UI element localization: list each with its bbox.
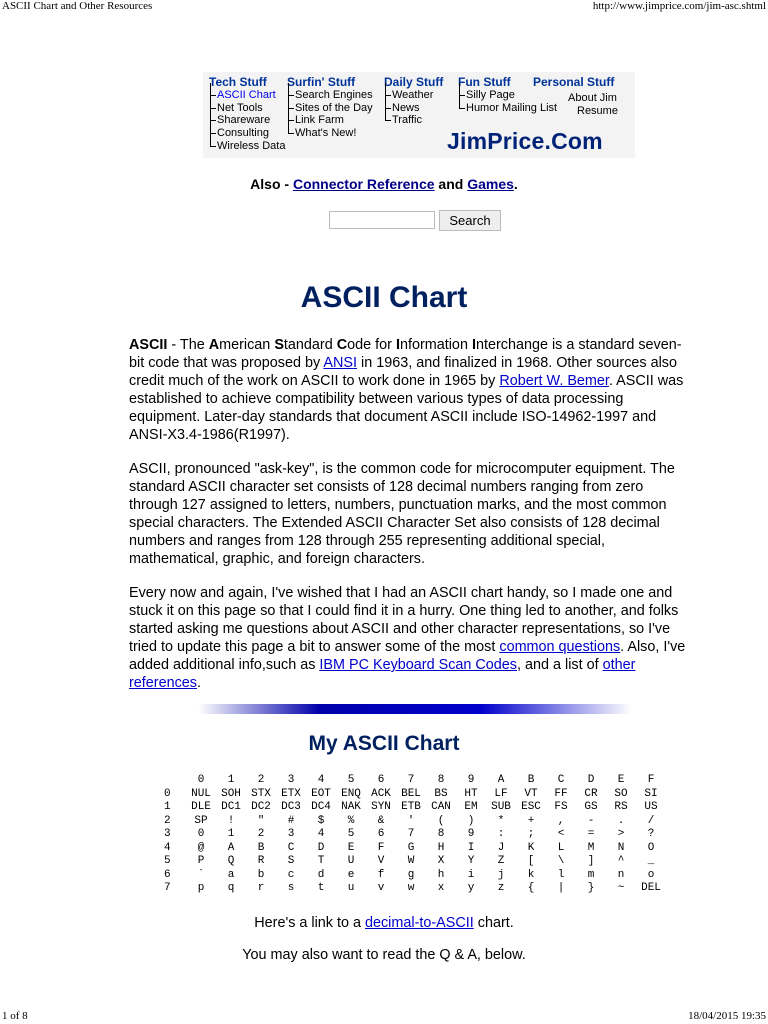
- ascii-cell: CR: [584, 787, 598, 800]
- nav-col-daily: [384, 76, 443, 127]
- chart-section-title: My ASCII Chart: [308, 732, 460, 755]
- ascii-cell: l: [557, 868, 565, 881]
- ascii-cell: &: [377, 814, 385, 827]
- print-page-number: 1 of 8: [2, 1010, 28, 1022]
- print-footer: [0, 1010, 768, 1024]
- ascii-cell: s: [287, 882, 295, 894]
- ascii-cell: STX: [251, 787, 271, 800]
- ascii-cell: ENQ: [341, 787, 361, 800]
- ascii-col-header: D: [587, 774, 595, 786]
- ascii-row-header: 0: [164, 787, 171, 800]
- text: Every now and again, I've wished that I had an ASCII chart handy, so I made one and stuck it on this page so that I could find it in a hurry. One thing led to another, and folks started asking me questions about ASCII and other character representations, so I've tried to update this page a bit to answer some of the most: [129, 585, 679, 655]
- ascii-cell: LF: [494, 787, 508, 800]
- nav-item-resume[interactable]: Resume: [577, 105, 618, 117]
- ascii-cell: 9: [467, 828, 475, 840]
- ascii-cell: {: [527, 882, 535, 894]
- ascii-cell: [: [527, 855, 535, 867]
- ascii-cell: b: [257, 868, 265, 881]
- ascii-cell: :: [497, 828, 505, 840]
- ascii-cell: \: [557, 855, 565, 867]
- also-suffix: .: [513, 176, 518, 192]
- ascii-cell: 3: [287, 828, 295, 840]
- ascii-cell: B: [257, 841, 265, 854]
- nav-item-shareware[interactable]: Shareware: [209, 114, 285, 127]
- nav-item-silly-page[interactable]: Silly Page: [458, 89, 557, 102]
- ascii-cell: I: [467, 841, 475, 854]
- ascii-cell: ?: [647, 828, 655, 840]
- text: chart.: [473, 915, 514, 931]
- ascii-cell: ): [467, 814, 475, 827]
- keyboard-scan-codes-link[interactable]: IBM PC Keyboard Scan Codes: [319, 657, 517, 673]
- ascii-col-header: E: [617, 774, 625, 786]
- ascii-cell: NUL: [191, 787, 211, 800]
- ascii-row: [164, 828, 666, 842]
- ascii-cell: Q: [227, 855, 235, 867]
- print-header: [0, 0, 768, 14]
- ascii-cell: o: [647, 868, 655, 881]
- nav-item-wireless-data[interactable]: Wireless Data: [209, 140, 285, 153]
- ascii-cell: R: [257, 855, 265, 867]
- ascii-chart-body: [164, 774, 666, 896]
- ascii-corner-cell: [164, 774, 186, 788]
- ascii-cell: DC3: [281, 801, 301, 813]
- acronym-letter: C: [336, 337, 348, 353]
- ascii-cell: Y: [467, 855, 475, 867]
- ascii-cell: ]: [587, 855, 595, 867]
- ascii-cell: SUB: [491, 801, 511, 813]
- ascii-col-header: 5: [347, 774, 355, 786]
- ascii-cell: t: [317, 882, 325, 894]
- ascii-row-header: 3: [164, 828, 171, 840]
- text: merican: [219, 337, 275, 353]
- text: . Also, I've added additional info,such as: [129, 639, 686, 673]
- ascii-col-header: 6: [377, 774, 385, 786]
- ascii-cell: ,: [557, 814, 565, 827]
- ascii-cell: x: [437, 882, 445, 894]
- ascii-cell: d: [317, 868, 325, 881]
- ascii-cell: +: [527, 814, 535, 827]
- print-header-title: ASCII Chart and Other Resources: [2, 0, 153, 12]
- ascii-col-header: A: [497, 774, 505, 786]
- ascii-cell: A: [227, 841, 235, 854]
- ascii-cell: NAK: [341, 801, 361, 813]
- nav-item-net-tools[interactable]: Net Tools: [209, 102, 285, 115]
- nav-item-traffic[interactable]: Traffic: [384, 114, 443, 127]
- ascii-cell: V: [377, 855, 385, 867]
- nav-heading-personal[interactable]: Personal Stuff: [533, 75, 615, 89]
- text: tandard: [283, 337, 337, 353]
- ascii-cell: ETB: [401, 801, 421, 813]
- ascii-cell: CAN: [431, 801, 451, 813]
- ascii-cell: L: [557, 841, 565, 854]
- games-link[interactable]: Games: [467, 176, 514, 192]
- search-input[interactable]: [329, 211, 435, 229]
- acronym-letter: A: [208, 337, 220, 353]
- ascii-cell: z: [497, 882, 505, 894]
- ascii-cell: K: [527, 841, 535, 854]
- text: , and a list of: [517, 657, 603, 673]
- ascii-cell: P: [197, 855, 205, 867]
- ascii-col-header: 0: [197, 774, 205, 786]
- ascii-cell: SOH: [221, 787, 241, 800]
- ascii-row-header: 2: [164, 814, 171, 827]
- print-header-url: http://www.jimprice.com/jim-asc.shtml: [592, 0, 766, 12]
- ascii-term: ASCII: [129, 337, 168, 353]
- ascii-row: [164, 842, 666, 856]
- ascii-cell: 5: [347, 828, 355, 840]
- ascii-row: [164, 815, 666, 829]
- ascii-cell: EM: [464, 801, 478, 813]
- ansi-link[interactable]: ANSI: [323, 355, 357, 371]
- text: Here's a link to a: [254, 915, 365, 931]
- ascii-cell: VT: [524, 787, 538, 800]
- also-prefix: Also -: [250, 176, 293, 192]
- ascii-cell: DC2: [251, 801, 271, 813]
- ascii-cell: 1: [227, 828, 235, 840]
- decimal-chart-line: [0, 915, 768, 931]
- ascii-chart-table: [164, 774, 666, 896]
- ascii-row: [164, 882, 666, 896]
- text: . ASCII was established to achieve compatibility between various types of data processing equipment. Later-day standards that document ASCII include ISO-14962-1997 and ANSI-X3.4-1986(R1997).: [129, 373, 684, 443]
- acronym-letter: I: [395, 337, 400, 353]
- ascii-cell: !: [227, 814, 235, 827]
- ascii-cell: >: [617, 828, 625, 840]
- ascii-cell: k: [527, 868, 535, 881]
- ascii-col-header: F: [647, 774, 655, 786]
- text: nterchange is a standard seven-bit code that was proposed by: [129, 337, 682, 371]
- ascii-row-header: 1: [164, 801, 171, 813]
- search-button[interactable]: Search: [439, 210, 501, 231]
- nav-item-search-engines[interactable]: Search Engines: [287, 89, 373, 102]
- ascii-cell: v: [377, 882, 385, 894]
- ascii-row-header: 4: [164, 841, 171, 854]
- nav-item-news[interactable]: News: [384, 102, 443, 115]
- ascii-cell: c: [287, 868, 295, 881]
- ascii-cell: O: [647, 841, 655, 854]
- acronym-letter: S: [274, 337, 284, 353]
- ascii-cell: m: [587, 868, 595, 881]
- text: ode for: [347, 337, 396, 353]
- nav-item-ascii-chart[interactable]: ASCII Chart: [209, 89, 285, 102]
- ascii-cell: u: [347, 882, 355, 894]
- nav-item-about-jim[interactable]: About Jim: [568, 92, 617, 104]
- nav-heading-surfin[interactable]: Surfin' Stuff: [287, 75, 356, 89]
- ascii-cell: G: [407, 841, 415, 854]
- intro-paragraph-1: [129, 336, 689, 444]
- nav-col-surfin: [287, 76, 373, 140]
- ascii-cell: }: [587, 882, 595, 894]
- also-line: [0, 176, 768, 192]
- text: .: [197, 675, 201, 691]
- ascii-cell: RS: [614, 801, 628, 813]
- ascii-row-header: 7: [164, 882, 171, 894]
- ascii-cell: ACK: [371, 787, 391, 800]
- ascii-row: [164, 801, 666, 815]
- ascii-cell: N: [617, 841, 625, 854]
- ascii-cell: M: [587, 841, 595, 854]
- nav-col-tech: [209, 76, 285, 153]
- ascii-row: [164, 869, 666, 883]
- decimal-to-ascii-link[interactable]: decimal-to-ASCII: [364, 915, 474, 931]
- ascii-cell: ": [257, 814, 265, 827]
- nav-heading-daily[interactable]: Daily Stuff: [384, 75, 444, 89]
- nav-item-link-farm[interactable]: Link Farm: [287, 114, 373, 127]
- print-datetime: 18/04/2015 19:35: [688, 1010, 766, 1022]
- ascii-cell: 8: [437, 828, 445, 840]
- text: - The: [167, 337, 209, 353]
- ascii-header-row: [164, 774, 666, 788]
- nav-item-sites-of-the-day[interactable]: Sites of the Day: [287, 102, 373, 115]
- ascii-cell: j: [497, 868, 505, 881]
- ascii-cell: ': [407, 814, 415, 827]
- ascii-cell: q: [227, 882, 235, 894]
- nav-item-humor-mailing-list[interactable]: Humor Mailing List: [458, 102, 557, 115]
- common-questions-link[interactable]: common questions: [499, 639, 621, 655]
- ascii-cell: h: [437, 868, 445, 881]
- ascii-cell: $: [317, 814, 325, 827]
- ascii-col-header: 4: [317, 774, 325, 786]
- ascii-cell: y: [467, 882, 475, 894]
- ascii-cell: Z: [497, 855, 505, 867]
- ascii-cell: `: [197, 868, 205, 881]
- robert-bemer-link[interactable]: Robert W. Bemer: [499, 373, 609, 389]
- ascii-cell: DC1: [221, 801, 241, 813]
- ascii-cell: BEL: [401, 787, 421, 800]
- ascii-cell: SO: [614, 787, 628, 800]
- nav-item-consulting[interactable]: Consulting: [209, 127, 285, 140]
- ascii-cell: GS: [584, 801, 598, 813]
- nav-col-personal: [533, 76, 614, 89]
- ascii-cell: SYN: [371, 801, 391, 813]
- ascii-col-header: 8: [437, 774, 445, 786]
- page-title: ASCII Chart: [300, 281, 468, 314]
- site-nav-banner: [203, 72, 635, 158]
- ascii-cell: HT: [464, 787, 478, 800]
- ascii-cell: F: [377, 841, 385, 854]
- other-references-link[interactable]: other references: [129, 657, 636, 691]
- ascii-cell: #: [287, 814, 295, 827]
- ascii-row: [164, 855, 666, 869]
- ascii-cell: ~: [617, 882, 625, 894]
- ascii-cell: BS: [434, 787, 448, 800]
- ascii-cell: S: [287, 855, 295, 867]
- ascii-cell: ETX: [281, 787, 301, 800]
- ascii-cell: w: [407, 882, 415, 894]
- ascii-cell: g: [407, 868, 415, 881]
- ascii-cell: SI: [644, 787, 658, 800]
- ascii-cell: 7: [407, 828, 415, 840]
- intro-paragraph-2: ASCII, pronounced "ask-key", is the common code for microcomputer equipment. The standard ASCII character set consists of 128 decimal numbers ranging from zero through 127 assigned to letters, numbers, punctuation marks, and the most common special characters. The Extended ASCII Character Set also consists of 128 decimal numbers and ranges from 128 through 255 representing additional special, mathematical, graphic, and foreign characters.: [129, 461, 675, 567]
- ascii-cell: |: [557, 882, 565, 894]
- ascii-cell: .: [617, 814, 625, 827]
- ascii-cell: ^: [617, 855, 625, 867]
- ascii-cell: 4: [317, 828, 325, 840]
- ascii-cell: T: [317, 855, 325, 867]
- ascii-cell: f: [377, 868, 385, 881]
- qa-note: You may also want to read the Q & A, below.: [242, 947, 526, 963]
- ascii-cell: FF: [554, 787, 568, 800]
- ascii-cell: n: [617, 868, 625, 881]
- text: in 1963, and finalized in 1968. Other sources also credit much of the work on ASCII to work done in 1965 by: [129, 355, 677, 389]
- ascii-cell: U: [347, 855, 355, 867]
- ascii-col-header: C: [557, 774, 565, 786]
- ascii-cell: ESC: [521, 801, 541, 813]
- ascii-cell: <: [557, 828, 565, 840]
- ascii-col-header: 7: [407, 774, 415, 786]
- ascii-cell: 6: [377, 828, 385, 840]
- ascii-cell: p: [197, 882, 205, 894]
- ascii-cell: a: [227, 868, 235, 881]
- ascii-cell: D: [317, 841, 325, 854]
- site-logo[interactable]: JimPrice.Com: [447, 128, 603, 154]
- ascii-cell: 0: [197, 828, 205, 840]
- ascii-row-header: 6: [164, 868, 171, 881]
- ascii-cell: ;: [527, 828, 535, 840]
- ascii-cell: _: [647, 855, 655, 867]
- ascii-cell: SP: [194, 814, 208, 827]
- section-divider: [198, 704, 632, 714]
- nav-item-weather[interactable]: Weather: [384, 89, 443, 102]
- ascii-cell: =: [587, 828, 595, 840]
- ascii-cell: US: [644, 801, 658, 813]
- ascii-cell: @: [197, 841, 205, 854]
- ascii-cell: E: [347, 841, 355, 854]
- ascii-col-header: 3: [287, 774, 295, 786]
- ascii-cell: 2: [257, 828, 265, 840]
- ascii-cell: W: [407, 855, 415, 867]
- ascii-cell: e: [347, 868, 355, 881]
- ascii-col-header: 9: [467, 774, 475, 786]
- ascii-col-header: B: [527, 774, 535, 786]
- ascii-cell: (: [437, 814, 445, 827]
- ascii-cell: DLE: [191, 801, 211, 813]
- nav-item-whats-new[interactable]: What's New!: [287, 127, 373, 140]
- ascii-cell: *: [497, 814, 505, 827]
- ascii-cell: EOT: [311, 787, 331, 800]
- ascii-cell: X: [437, 855, 445, 867]
- ascii-col-header: 2: [257, 774, 265, 786]
- ascii-row-header: 5: [164, 855, 171, 867]
- ascii-cell: J: [497, 841, 505, 854]
- ascii-cell: %: [347, 814, 355, 827]
- intro-paragraph-3: [129, 584, 689, 692]
- acronym-letter: I: [471, 337, 476, 353]
- text: nformation: [399, 337, 472, 353]
- ascii-cell: C: [287, 841, 295, 854]
- ascii-cell: DC4: [311, 801, 331, 813]
- ascii-cell: FS: [554, 801, 568, 813]
- also-and: and: [434, 176, 468, 192]
- ascii-col-header: 1: [227, 774, 235, 786]
- nav-heading-fun[interactable]: Fun Stuff: [458, 75, 511, 89]
- ascii-cell: -: [587, 814, 595, 827]
- nav-heading-tech[interactable]: Tech Stuff: [209, 75, 267, 89]
- ascii-cell: /: [647, 814, 655, 827]
- connector-reference-link[interactable]: Connector Reference: [292, 176, 435, 192]
- ascii-cell: H: [437, 841, 445, 854]
- ascii-cell: DEL: [641, 882, 661, 894]
- ascii-cell: r: [257, 882, 265, 894]
- ascii-row: [164, 788, 666, 802]
- ascii-cell: i: [467, 868, 475, 881]
